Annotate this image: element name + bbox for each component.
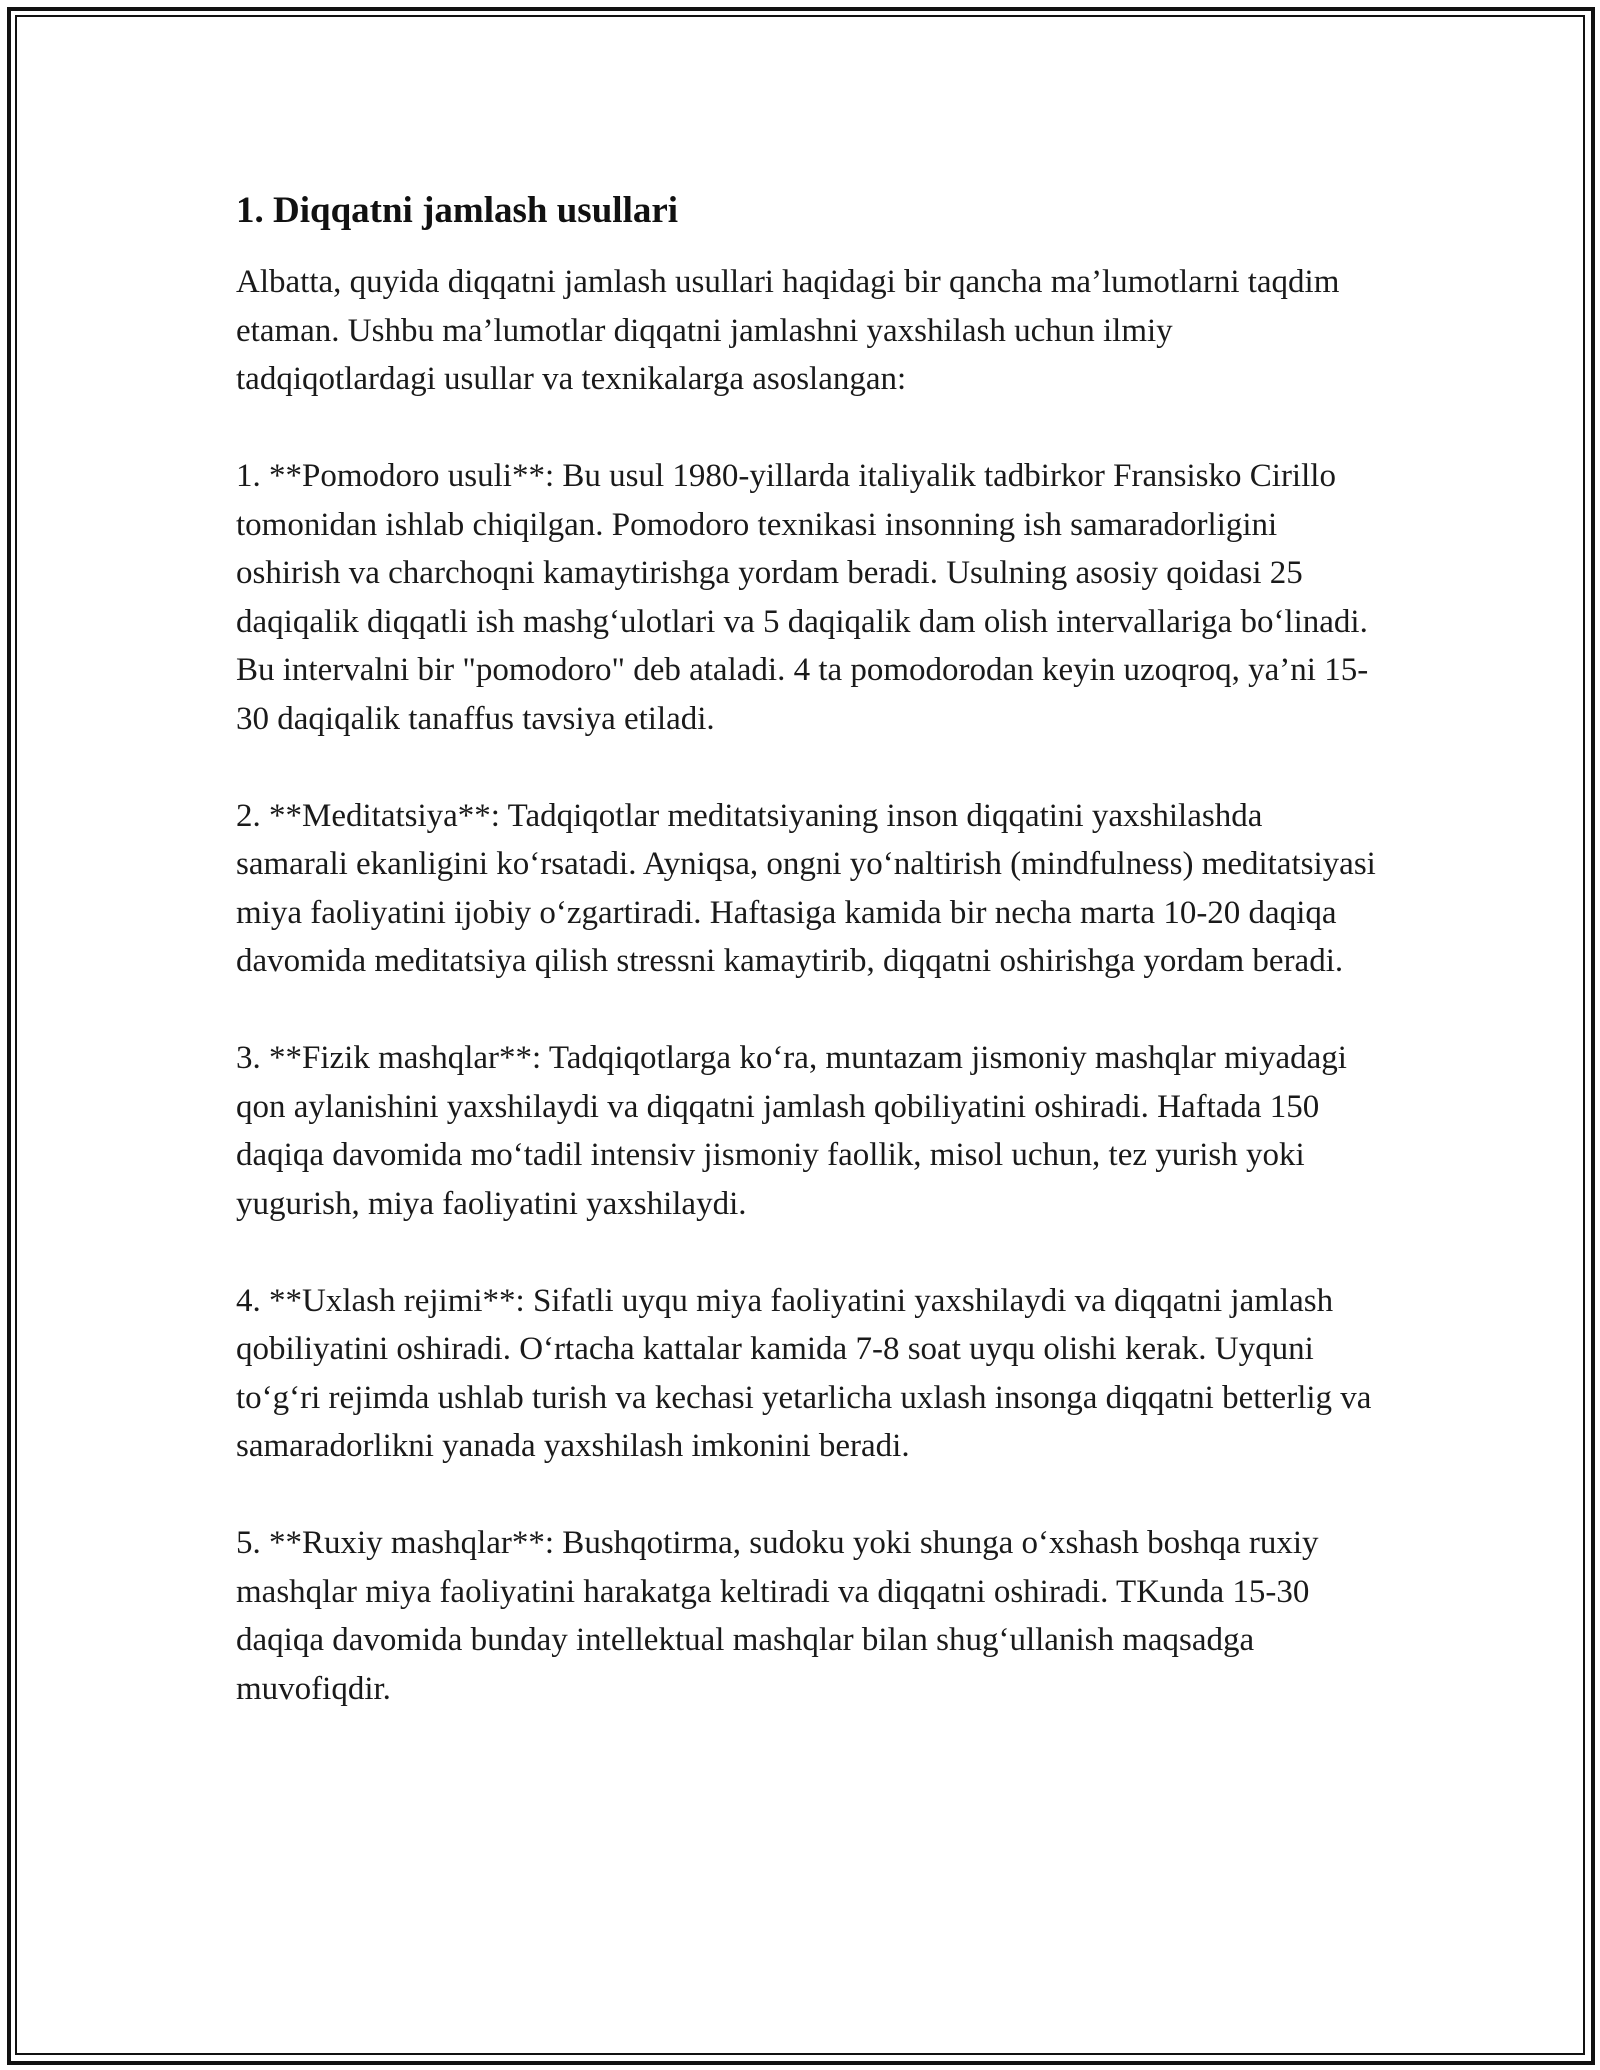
paragraph-meditatsiya: 2. **Meditatsiya**: Tadqiqotlar meditatsiyaning inson diqqatini yaxshilashda samarali ekanligini ko‘rsatadi. Ayniqsa, ongni yo‘naltirish (mindfulness) meditatsiyasi miya faoliyatini ijobiy o‘zgartiradi. Haftasiga kamida bir necha marta 10-20 daqiqa davomida meditatsiya qilish stressni kamaytirib, diqqatni oshirishga yordam beradi. bbox=[236, 797, 1376, 979]
paragraph-pomodoro: 1. **Pomodoro usuli**: Bu usul 1980-yillarda italiyalik tadbirkor Fransisko Cirillo tomonidan ishlab chiqilgan. Pomodoro texnikasi insonning ish samaradorligini oshirish va charchoqni kamaytirishga yordam beradi. Usulning asosiy qoidasi 25 daqiqalik diqqatli ish mashg‘ulotlari va 5 daqiqalik dam olish intervallariga bo‘linadi. Bu intervalni bir "pomodoro" deb ataladi. 4 ta pomodorodan keyin uzoqroq, ya’ni 15-30 daqiqalik tanaffus tavsiya etiladi. bbox=[236, 458, 1369, 737]
paragraph-ruxiy-mashqlar: 5. **Ruxiy mashqlar**: Bushqotirma, sudoku yoki shunga o‘xshash boshqa ruxiy mashqlar miya faoliyatini harakatga keltiradi va diqqatni oshiradi. TKunda 15-30 daqiqa davomida bunday intellektual mashqlar bilan shug‘ullanish maqsadga muvofiqdir. bbox=[236, 1525, 1319, 1707]
document-body bbox=[236, 186, 1376, 1713]
paragraph-uxlash-rejimi: 4. **Uxlash rejimi**: Sifatli uyqu miya faoliyatini yaxshilaydi va diqqatni jamlash qobiliyatini oshiradi. O‘rtacha kattalar kamida 7-8 soat uyqu olishi kerak. Uyquni to‘g‘ri rejimda ushlab turish va kechasi yetarlicha uxlash insonga diqqatni betterlig va samaradorlikni yanada yaxshilash imkonini beradi. bbox=[236, 1282, 1372, 1464]
intro-paragraph: Albatta, quyida diqqatni jamlash usullari haqidagi bir qancha ma’lumotlarni taqdim etaman. Ushbu ma’lumotlar diqqatni jamlashni yaxshilash uchun ilmiy tadqiqotlardagi usullar va texnikalarga asoslangan: bbox=[236, 264, 1340, 397]
page-title: 1. Diqqatni jamlash usullari bbox=[236, 190, 679, 231]
paragraph-fizik-mashqlar: 3. **Fizik mashqlar**: Tadqiqotlarga ko‘ra, muntazam jismoniy mashqlar miyadagi qon aylanishini yaxshilaydi va diqqatni jamlash qobiliyatini oshiradi. Haftada 150 daqiqa davomida mo‘tadil intensiv jismoniy faollik, misol uchun, tez yurish yoki yugurish, miya faoliyatini yaxshilaydi. bbox=[236, 1040, 1347, 1222]
